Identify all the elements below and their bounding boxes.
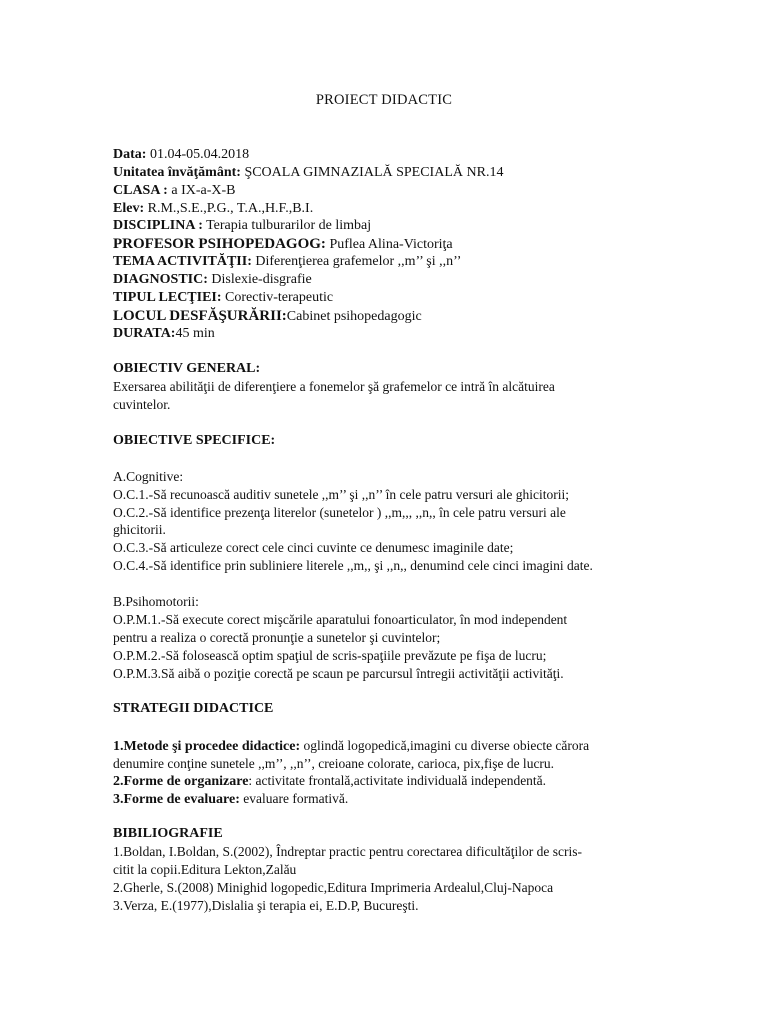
data-label: Data:	[113, 147, 147, 162]
elev-value: R.M.,S.E.,P.G., T.A.,H.F.,B.I.	[144, 201, 314, 216]
forme-organizare-label: 2.Forme de organizare	[113, 774, 249, 789]
disciplina-label: DISCIPLINA :	[113, 218, 203, 233]
unitatea-row	[113, 164, 503, 182]
forme-organizare-row	[113, 772, 546, 791]
disciplina-value: Terapia tulburarilor de limbaj	[202, 218, 372, 233]
clasa-label: CLASA :	[113, 183, 168, 198]
oc-line-4: O.C.3.-Să articuleze corect cele cinci cuvinte ce denumesc imaginile date;	[113, 540, 514, 555]
psihomotorii-label: B.Psihomotorii:	[113, 594, 199, 609]
bib-line-3: 2.Gherle, S.(2008) Minighid logopedic,Editura Imprimeria Ardealul,Cluj-Napoca	[113, 880, 554, 895]
obiectiv-general-line-2: cuvintelor.	[113, 397, 171, 412]
unitatea-value: ŞCOALA GIMNAZIALĂ SPECIALĂ NR.14	[240, 165, 504, 180]
tipul-row	[113, 289, 333, 307]
elev-row	[113, 200, 313, 218]
elev-label: Elev:	[113, 201, 145, 216]
profesor-label: PROFESOR PSIHOPEDAGOG:	[113, 236, 326, 252]
tipul-label: TIPUL LECŢIEI:	[113, 290, 222, 305]
clasa-value: a IX-a-X-B	[167, 183, 236, 198]
forme-evaluare-row	[113, 790, 348, 809]
metode-continuation: denumire conţine sunetele ,,m’’, ,,n’’, creioane colorate, carioca, pix,fişe de lucru.	[113, 756, 555, 771]
oc-line-2: O.C.2.-Să identifice prezenţa literelor (sunetelor ) ,,m,,, ,,n,, în cele patru versuri ale	[113, 505, 566, 520]
metode-value: oglindă logopedică,imagini cu diverse obiecte cărora	[300, 738, 590, 753]
profesor-value: Puflea Alina-Victoriţa	[325, 237, 453, 252]
oc-line-5: O.C.4.-Să identifice prin subliniere literele ,,m,, şi ,,n,, denumind cele cinci imagini date.	[113, 558, 593, 573]
diagnostic-label: DIAGNOSTIC:	[113, 272, 208, 287]
metode-label: 1.Metode şi procedee didactice:	[113, 739, 301, 754]
obiectiv-general-heading: OBIECTIV GENERAL:	[113, 361, 261, 376]
diagnostic-row	[113, 271, 312, 289]
tema-value: Diferenţierea grafemelor ,,m’’ şi ,,n’’	[251, 254, 462, 269]
bib-line-1: 1.Boldan, I.Boldan, S.(2002), Îndreptar practic pentru corectarea dificultăţilor de scris-	[113, 844, 582, 859]
bib-line-4: 3.Verza, E.(1977),Dislalia şi terapia ei, E.D.P, Bucureşti.	[113, 898, 419, 913]
unitatea-label: Unitatea învăţământ:	[113, 165, 241, 180]
data-value: 01.04-05.04.2018	[146, 147, 250, 162]
opm-line-3: O.P.M.2.-Să folosească optim spaţiul de scris-spaţiile prevăzute pe fişa de lucru;	[113, 648, 547, 663]
forme-organizare-value: : activitate frontală,activitate individuală independentă.	[248, 773, 547, 788]
locul-value: Cabinet psihopedagogic	[286, 309, 422, 324]
opm-line-4: O.P.M.3.Să aibă o poziţie corectă pe scaun pe parcursul întregii activităţii activităţi.	[113, 666, 564, 681]
document-title: PROIECT DIDACTIC	[315, 92, 453, 108]
durata-label: DURATA:	[113, 326, 176, 341]
opm-line-2: pentru a realiza o corectă pronunţie a sunetelor şi cuvintelor;	[113, 630, 441, 645]
tema-row	[113, 253, 461, 271]
profesor-row	[113, 235, 453, 254]
data-row	[113, 146, 249, 164]
bibliografie-heading: BIBILIOGRAFIE	[113, 826, 223, 841]
forme-evaluare-value: evaluare formativă.	[239, 791, 349, 806]
strategii-heading: STRATEGII DIDACTICE	[113, 701, 274, 716]
tipul-value: Corectiv-terapeutic	[221, 290, 334, 305]
disciplina-row	[113, 217, 371, 235]
cognitive-label: A.Cognitive:	[113, 469, 184, 484]
opm-line-1: O.P.M.1.-Să execute corect mişcările aparatului fonoarticulator, în mod independent	[113, 612, 568, 627]
locul-label: LOCUL DESFĂŞURĂRII:	[113, 308, 287, 324]
diagnostic-value: Dislexie-disgrafie	[207, 272, 312, 287]
metode-row	[113, 737, 589, 756]
obiective-specifice-heading: OBIECTIVE SPECIFICE:	[113, 433, 276, 448]
forme-evaluare-label: 3.Forme de evaluare:	[113, 792, 240, 807]
durata-row	[113, 325, 215, 343]
oc-line-1: O.C.1.-Să recunoască auditiv sunetele ,,m’’ şi ,,n’’ în cele patru versuri ale ghicitorii;	[113, 487, 569, 502]
oc-line-3: ghicitorii.	[113, 522, 166, 537]
obiectiv-general-line-1: Exersarea abilităţii de diferenţiere a fonemelor şă grafemelor ce intră în alcătuirea	[113, 379, 555, 394]
clasa-row	[113, 182, 236, 200]
tema-label: TEMA ACTIVITĂŢII:	[113, 254, 252, 269]
durata-value: 45 min	[175, 326, 215, 341]
locul-row	[113, 307, 422, 326]
bib-line-2: citit la copii.Editura Lekton,Zalău	[113, 862, 297, 877]
